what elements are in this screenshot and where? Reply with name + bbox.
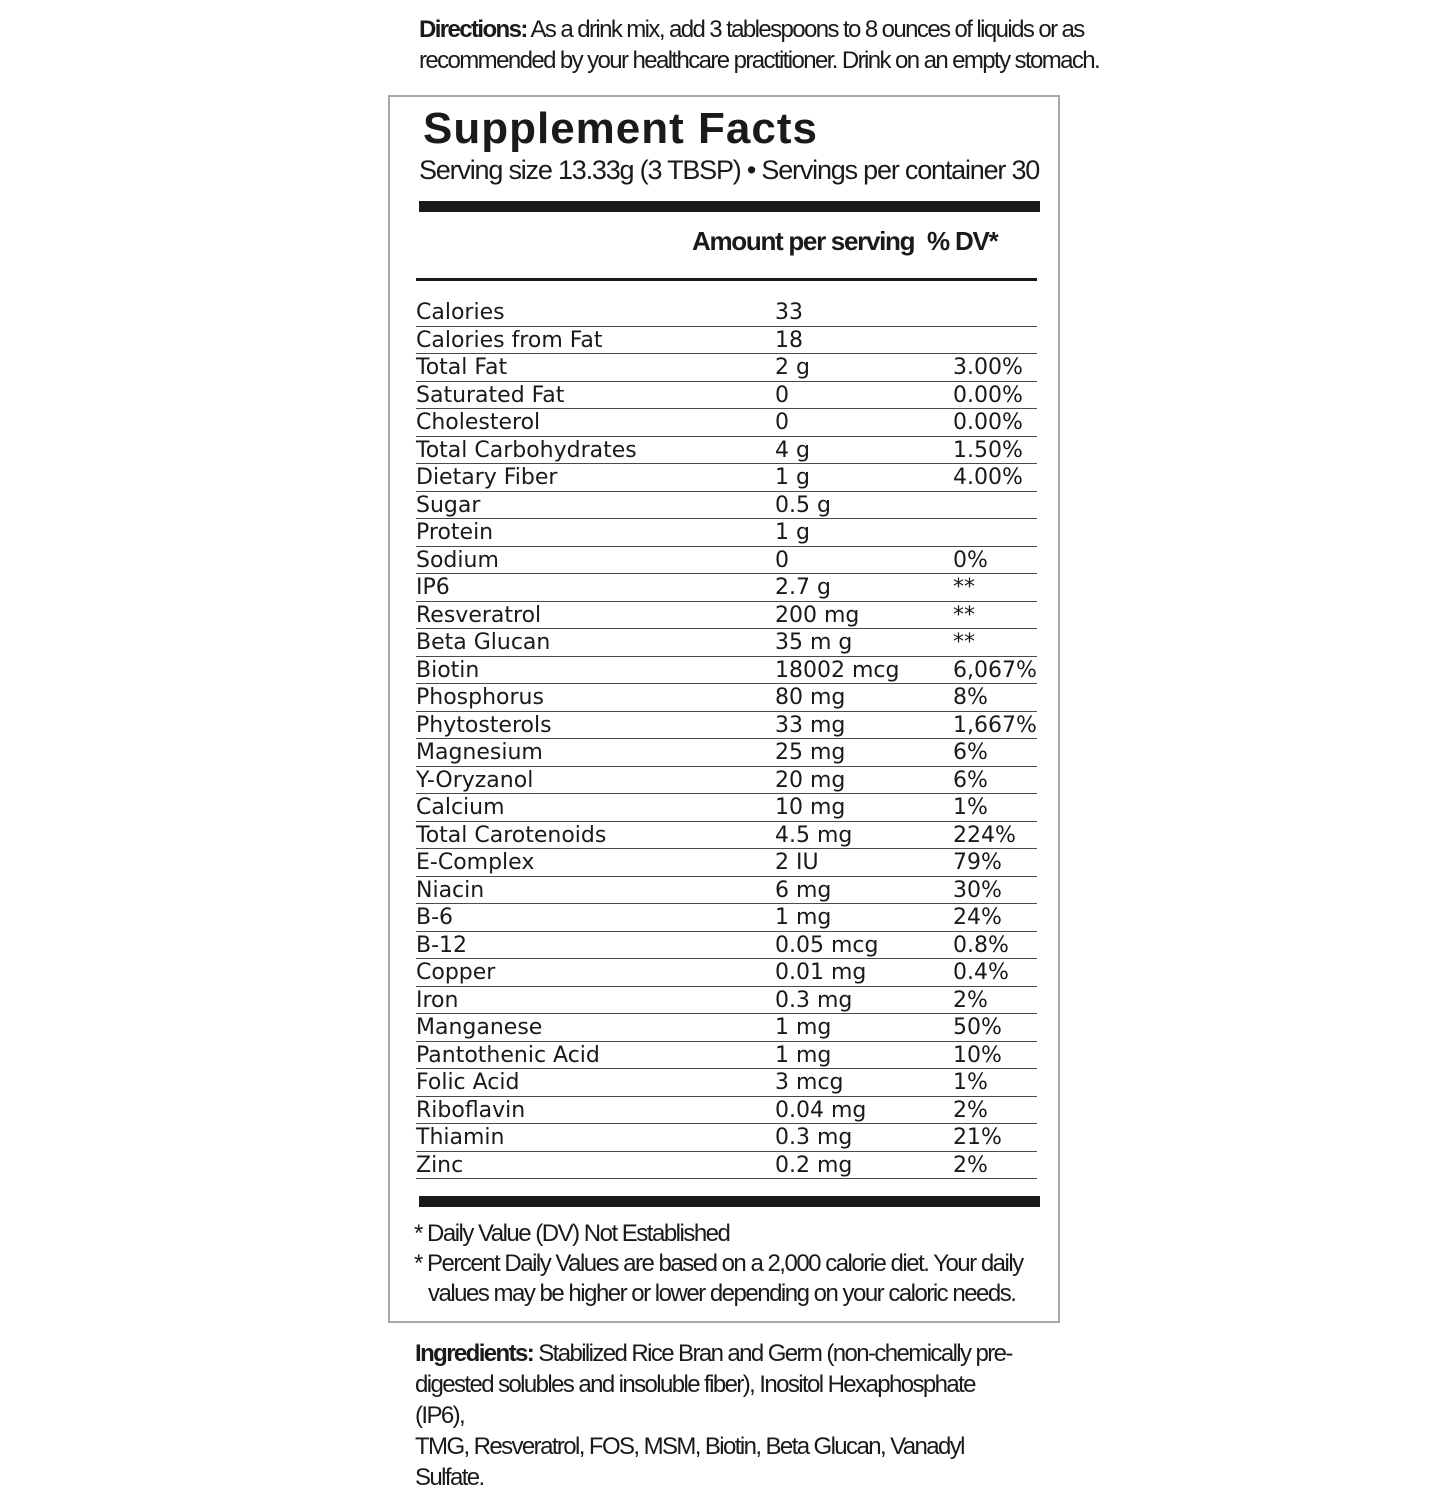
directions-label: Directions:: [419, 16, 527, 43]
nutrient-amount: 1 mg: [775, 1042, 832, 1068]
nutrient-dv: 79%: [953, 850, 1002, 875]
nutrient-name: B-12: [416, 932, 468, 958]
nutrient-amount: 18: [775, 327, 803, 353]
nutrient-dv: 1.50%: [953, 437, 1023, 463]
directions-line1: As a drink mix, add 3 tablespoons to 8 ounces of liquids or as: [530, 16, 1084, 43]
nutrient-amount: 20 mg: [775, 767, 846, 793]
nutrient-name: B-6: [416, 905, 454, 930]
nutrient-name: Calcium: [416, 795, 505, 820]
nutrient-name: Calories from Fat: [416, 327, 603, 353]
nutrient-name: Calories: [416, 300, 505, 325]
nutrient-amount: 0.05 mcg: [775, 932, 879, 958]
header-divider: [416, 278, 1037, 281]
table-row: [416, 767, 1037, 795]
ingredients-line3: TMG, Resveratrol, FOS, MSM, Biotin, Beta Glucan, Vanadyl Sulfate.: [415, 1433, 964, 1491]
nutrient-name: Protein: [416, 520, 494, 545]
nutrient-amount: 2.7 g: [775, 575, 831, 600]
nutrient-dv: 2%: [953, 1152, 988, 1178]
nutrient-dv: 0.00%: [953, 410, 1023, 435]
nutrient-amount: 0.01 mg: [775, 960, 867, 985]
nutrient-name: Total Carotenoids: [416, 822, 607, 848]
table-row: [416, 987, 1037, 1015]
table-row: [416, 602, 1037, 630]
nutrient-dv: 1,667%: [953, 712, 1037, 738]
table-row: [416, 657, 1037, 685]
nutrient-amount: 80 mg: [775, 685, 846, 710]
footnotes: [414, 1219, 1023, 1309]
nutrient-dv: 10%: [953, 1042, 1002, 1068]
nutrient-amount: 4 g: [775, 437, 810, 463]
table-row: [416, 354, 1037, 382]
nutrient-amount: 6 mg: [775, 877, 832, 903]
nutrient-dv: 1%: [953, 795, 988, 820]
nutrient-dv: 50%: [953, 1015, 1002, 1040]
table-row: [416, 437, 1037, 465]
table-row: [416, 327, 1037, 355]
table-row: [416, 849, 1037, 877]
nutrient-amount: 0: [775, 410, 789, 435]
nutrient-amount: 200 mg: [775, 602, 860, 628]
serving-info: Serving size 13.33g (3 TBSP) • Servings per container 30: [419, 155, 1040, 185]
table-row: [416, 409, 1037, 437]
table-row: [416, 684, 1037, 712]
nutrient-name: Resveratrol: [416, 602, 542, 628]
table-row: [416, 794, 1037, 822]
nutrient-amount: 0: [775, 547, 789, 573]
table-row: [416, 1124, 1037, 1152]
nutrient-name: Sugar: [416, 492, 481, 518]
nutrient-name: Riboflavin: [416, 1097, 526, 1123]
nutrient-name: Total Carbohydrates: [416, 437, 637, 463]
nutrient-dv: 0.4%: [953, 960, 1009, 985]
nutrient-amount: 4.5 mg: [775, 822, 853, 848]
nutrient-name: Pantothenic Acid: [416, 1042, 600, 1068]
ingredients-line2: digested solubles and insoluble fiber), Inositol Hexaphosphate (IP6),: [415, 1371, 975, 1429]
table-row: [416, 382, 1037, 410]
ingredients: [415, 1338, 1015, 1493]
nutrient-dv: 0.00%: [953, 382, 1023, 408]
table-row: [416, 519, 1037, 547]
nutrient-dv: 2%: [953, 987, 988, 1013]
nutrient-amount: 33: [775, 300, 803, 325]
table-row: [416, 822, 1037, 850]
table-row: [416, 1014, 1037, 1042]
nutrient-amount: 25 mg: [775, 740, 846, 765]
nutrient-amount: 3 mcg: [775, 1070, 844, 1095]
nutrient-dv: 30%: [953, 877, 1002, 903]
nutrient-name: Zinc: [416, 1152, 464, 1178]
table-row: [416, 299, 1037, 327]
nutrient-dv: **: [953, 602, 975, 628]
nutrient-name: Y-Oryzanol: [416, 767, 534, 793]
ingredients-label: Ingredients:: [415, 1340, 534, 1367]
nutrient-name: Iron: [416, 987, 459, 1013]
nutrient-name: IP6: [416, 575, 450, 600]
table-row: [416, 877, 1037, 905]
table-row: [416, 574, 1037, 602]
nutrient-name: Folic Acid: [416, 1070, 520, 1095]
nutrient-name: Thiamin: [416, 1125, 505, 1150]
nutrient-dv: 6%: [953, 740, 988, 765]
nutrient-dv: **: [953, 575, 975, 600]
nutrient-name: Total Fat: [416, 355, 508, 380]
nutrient-amount: 0.5 g: [775, 492, 831, 518]
table-row: [416, 1152, 1037, 1180]
panel-title: Supplement Facts: [423, 104, 818, 153]
table-row: [416, 1069, 1037, 1097]
nutrient-amount: 0.3 mg: [775, 987, 853, 1013]
nutrient-amount: 33 mg: [775, 712, 846, 738]
nutrient-amount: 2 IU: [775, 850, 819, 875]
nutrient-dv: 224%: [953, 822, 1016, 848]
nutrient-name: Magnesium: [416, 740, 543, 765]
table-row: [416, 492, 1037, 520]
nutrient-dv: **: [953, 630, 975, 655]
nutrient-amount: 0.04 mg: [775, 1097, 867, 1123]
nutrient-name: Dietary Fiber: [416, 465, 558, 490]
table-row: [416, 464, 1037, 492]
nutrient-name: Beta Glucan: [416, 630, 551, 655]
nutrient-dv: 24%: [953, 905, 1002, 930]
nutrient-dv: 0%: [953, 547, 988, 573]
nutrient-amount: 18002 mcg: [775, 657, 900, 683]
table-row: [416, 959, 1037, 987]
table-row: [416, 629, 1037, 657]
nutrient-name: Phytosterols: [416, 712, 552, 738]
nutrient-amount: 1 mg: [775, 905, 832, 930]
nutrient-name: Saturated Fat: [416, 382, 565, 408]
table-row: [416, 712, 1037, 740]
column-header-amount: Amount per serving: [692, 226, 915, 256]
nutrient-name: Sodium: [416, 547, 499, 573]
footnote-percent-dv: * Percent Daily Values are based on a 2,000 calorie diet. Your daily: [414, 1250, 1023, 1277]
nutrient-amount: 2 g: [775, 355, 810, 380]
nutrient-dv: 1%: [953, 1070, 988, 1095]
nutrient-name: Phosphorus: [416, 685, 544, 710]
nutrient-amount: 1 g: [775, 520, 810, 545]
table-row: [416, 1097, 1037, 1125]
nutrient-dv: 4.00%: [953, 465, 1023, 490]
table-row: [416, 932, 1037, 960]
thick-divider-top: [419, 201, 1040, 212]
nutrient-dv: 2%: [953, 1097, 988, 1123]
nutrient-name: Niacin: [416, 877, 485, 903]
nutrient-amount: 1 g: [775, 465, 810, 490]
nutrient-name: E-Complex: [416, 850, 535, 875]
table-row: [416, 547, 1037, 575]
table-row: [416, 904, 1037, 932]
nutrient-amount: 35 m g: [775, 630, 853, 655]
nutrient-amount: 0.2 mg: [775, 1152, 853, 1178]
nutrient-name: Copper: [416, 960, 496, 985]
nutrient-name: Manganese: [416, 1015, 543, 1040]
footnote-dv-not-established: * Daily Value (DV) Not Established: [414, 1220, 730, 1247]
nutrient-dv: 3.00%: [953, 355, 1023, 380]
column-header-dv: % DV*: [927, 226, 998, 256]
directions-line2: recommended by your healthcare practitioner. Drink on an empty stomach.: [419, 47, 1100, 74]
nutrient-amount: 1 mg: [775, 1015, 832, 1040]
nutrient-dv: 6%: [953, 767, 988, 793]
nutrient-amount: 0: [775, 382, 789, 408]
ingredients-line1: Stabilized Rice Bran and Germ (non-chemically pre-: [533, 1340, 1012, 1367]
nutrient-name: Cholesterol: [416, 410, 541, 435]
nutrient-dv: 0.8%: [953, 932, 1009, 958]
nutrient-dv: 21%: [953, 1125, 1002, 1150]
nutrient-dv: 6,067%: [953, 657, 1037, 683]
nutrient-amount: 10 mg: [775, 795, 846, 820]
nutrient-dv: 8%: [953, 685, 988, 710]
thick-divider-bottom: [419, 1196, 1040, 1207]
table-row: [416, 739, 1037, 767]
table-row: [416, 1042, 1037, 1070]
footnote-percent-dv-cont: values may be higher or lower depending on your caloric needs.: [428, 1280, 1016, 1307]
nutrient-name: Biotin: [416, 657, 480, 683]
nutrient-amount: 0.3 mg: [775, 1125, 853, 1150]
facts-table: [416, 299, 1037, 1179]
directions: [419, 14, 1119, 76]
